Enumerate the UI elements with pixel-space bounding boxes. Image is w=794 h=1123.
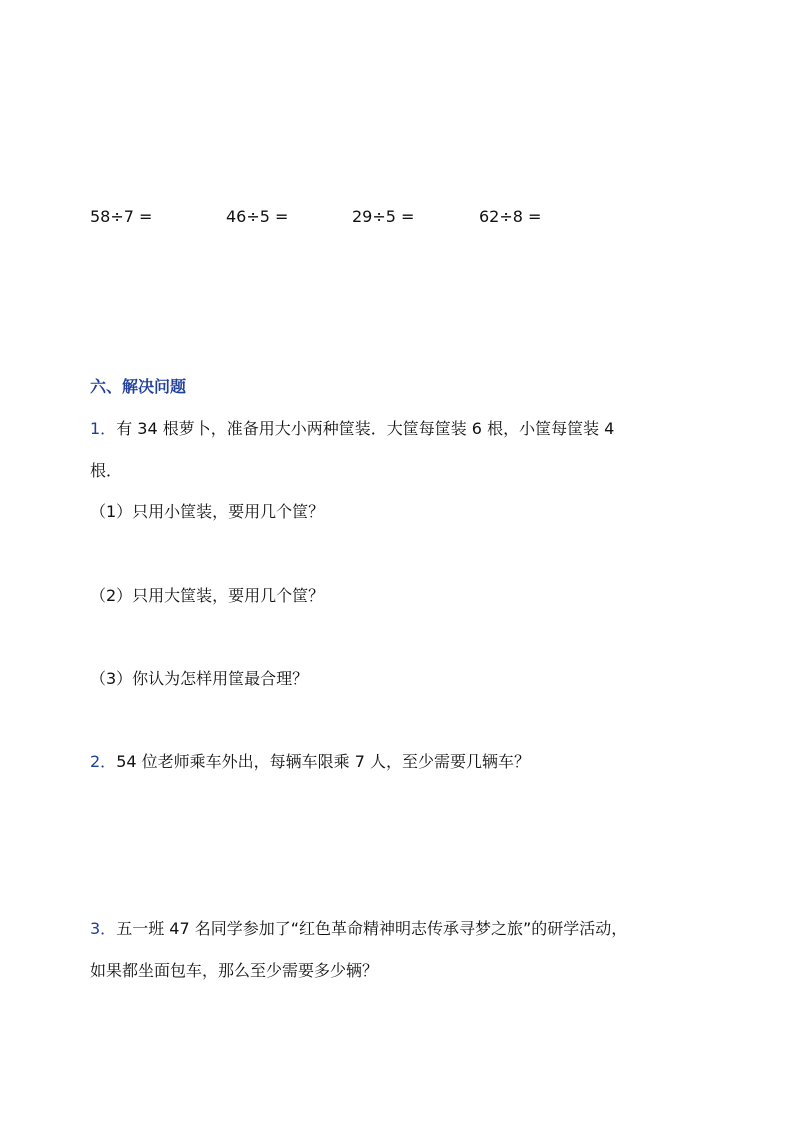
- question-1-part-1: （1）只用小筐装，要用几个筐？: [90, 502, 325, 521]
- equation-3: 29÷5 =: [352, 207, 415, 226]
- question-1-line-2: 根．: [90, 461, 123, 480]
- equation-1: 58÷7 =: [90, 207, 153, 226]
- question-3-text: 五一班 47 名同学参加了“红色革命精神明志传承寻梦之旅”的研学活动，: [116, 919, 628, 938]
- question-3-line-2: 如果都坐面包车，那么至少需要多少辆？: [90, 961, 379, 980]
- question-1-text: 有 34 根萝卜，准备用大小两种筐装．大筐每筐装 6 根，小筐每筐装 4: [116, 419, 615, 438]
- question-1-number: 1．: [90, 419, 117, 438]
- question-1-line-1: [90, 416, 614, 439]
- section-title: 六、解决问题: [90, 377, 187, 396]
- question-2-number: 2．: [90, 752, 117, 771]
- equation-2: 46÷5 =: [226, 207, 289, 226]
- question-2: [90, 749, 530, 772]
- question-3-line-1: [90, 916, 627, 939]
- question-1-part-2: （2）只用大筐装，要用几个筐？: [90, 586, 325, 605]
- question-2-text: 54 位老师乘车外出，每辆车限乘 7 人，至少需要几辆车？: [116, 752, 530, 771]
- equation-4: 62÷8 =: [479, 207, 542, 226]
- question-1-part-3: （3）你认为怎样用筐最合理？: [90, 669, 309, 688]
- question-3-number: 3．: [90, 919, 117, 938]
